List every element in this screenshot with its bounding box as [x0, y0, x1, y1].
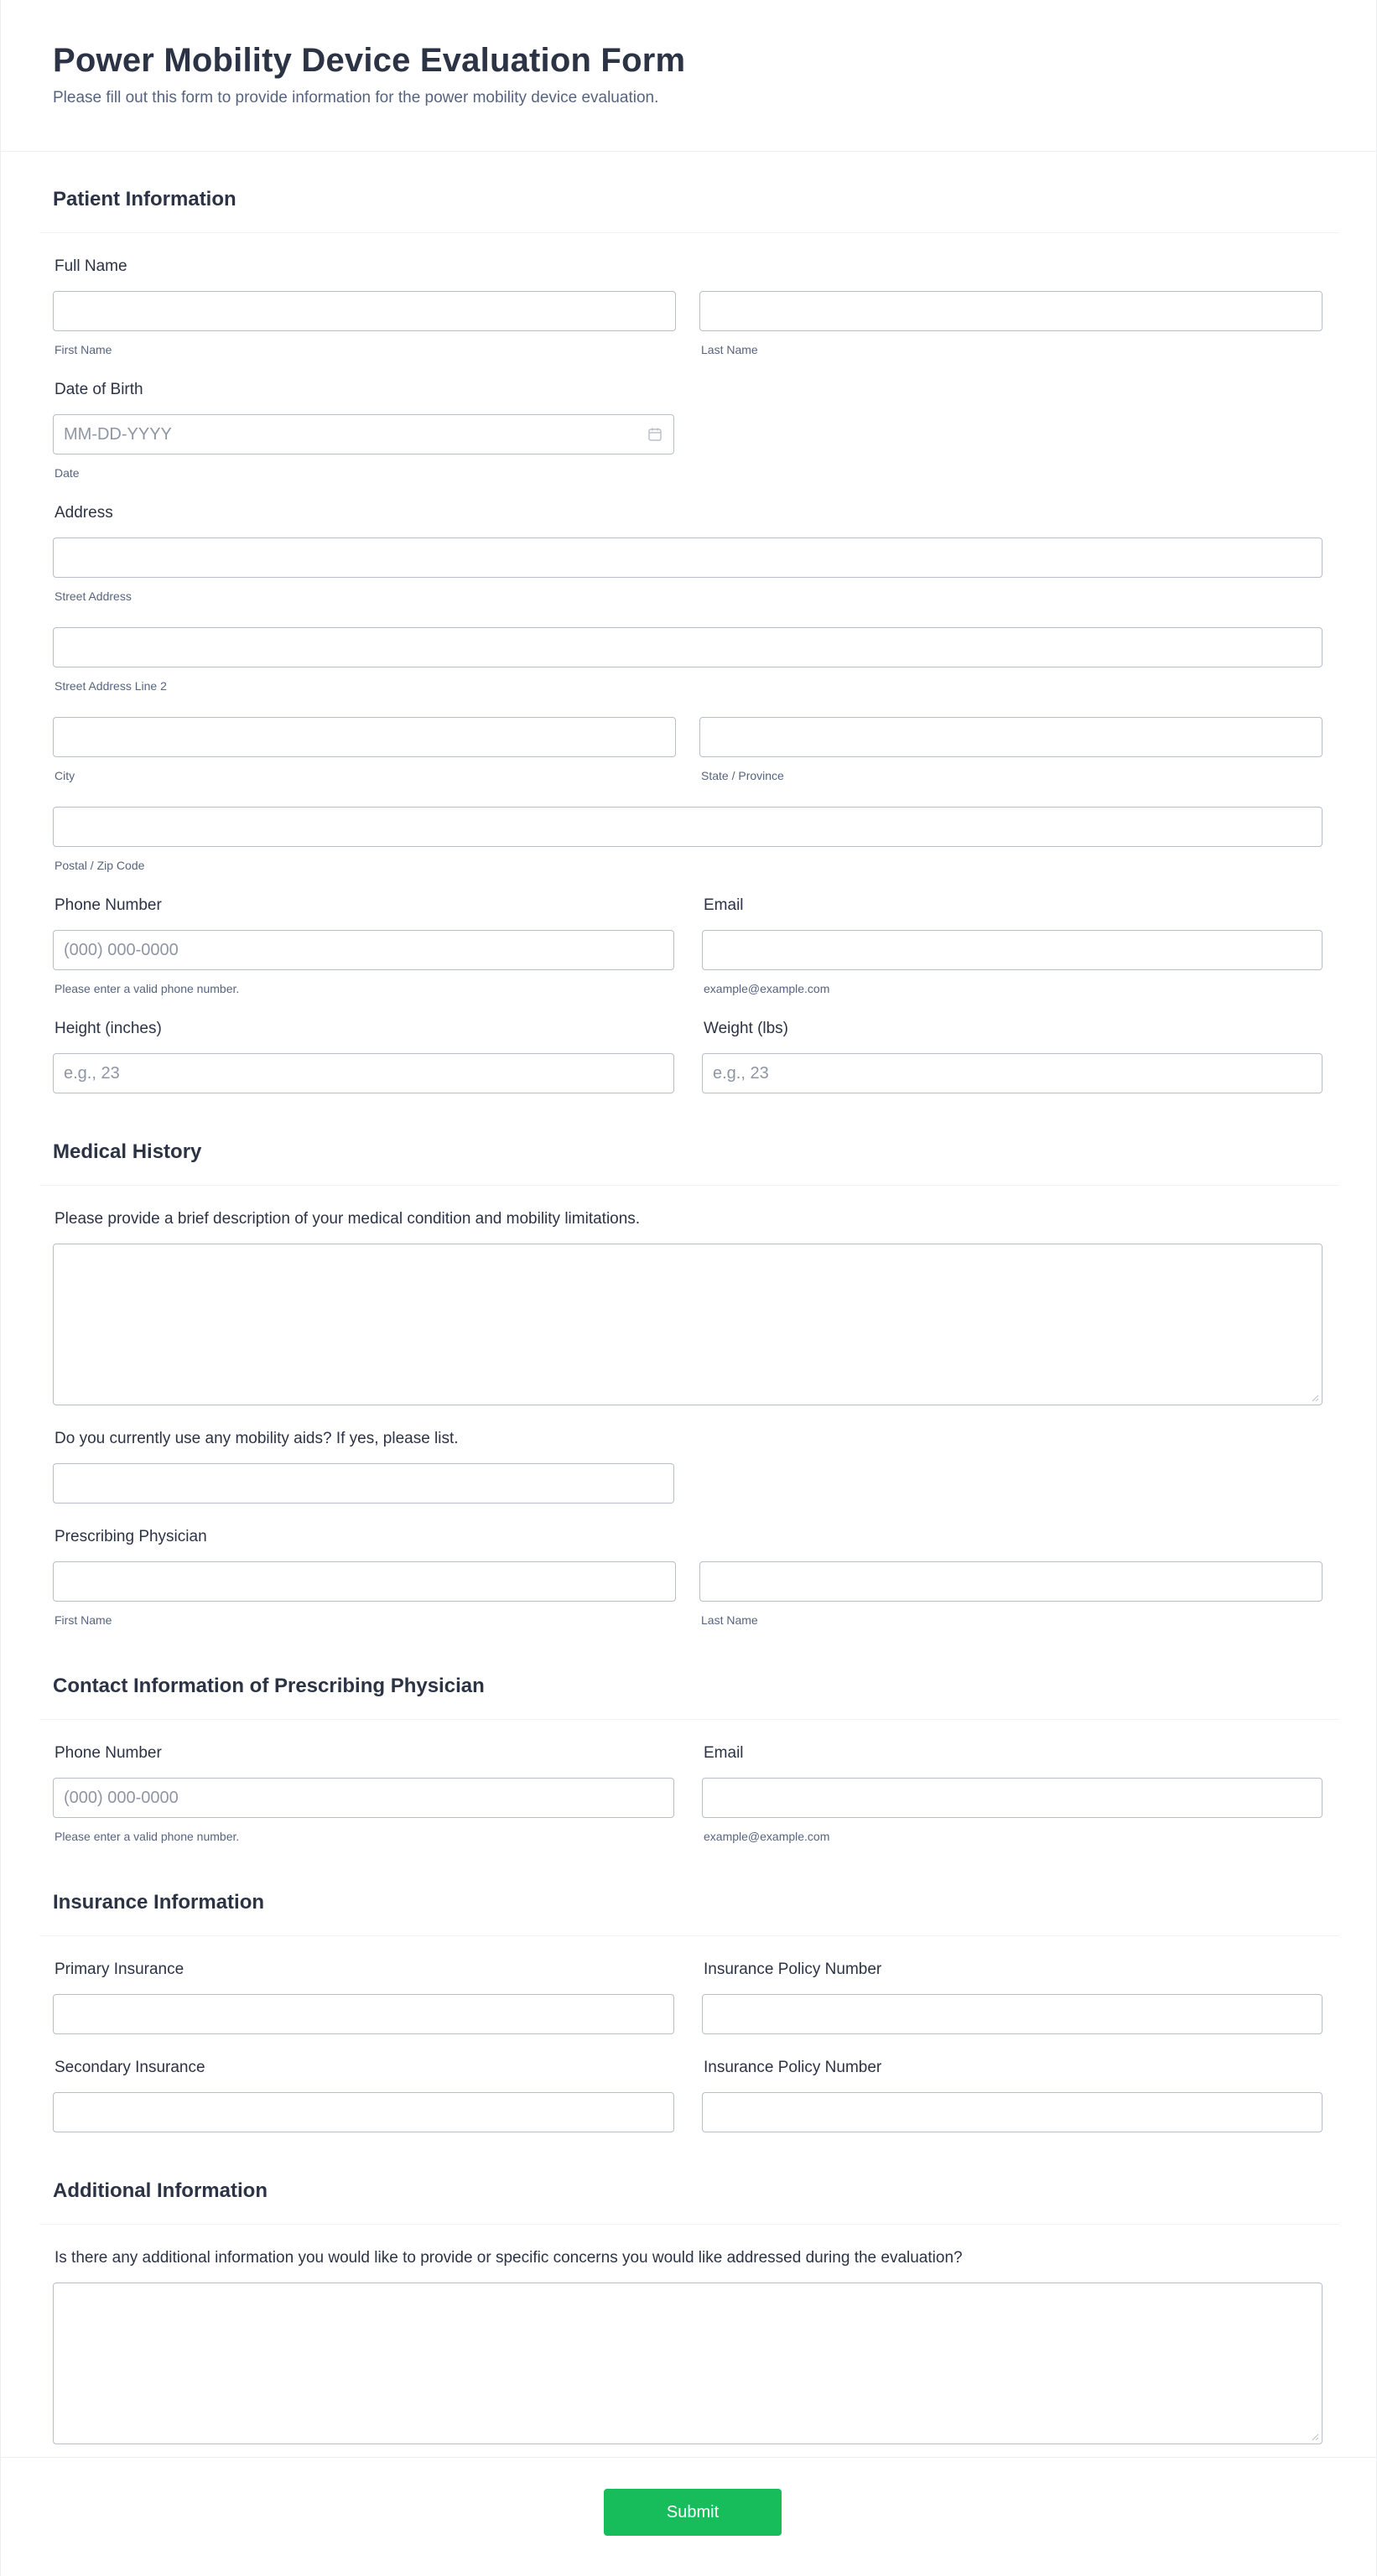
state-province-input[interactable] — [699, 717, 1322, 757]
street-address-input[interactable] — [53, 538, 1322, 578]
additional-concerns-textarea[interactable] — [53, 2283, 1322, 2444]
calendar-icon[interactable] — [647, 427, 663, 442]
secondary-insurance-label: Secondary Insurance — [55, 2059, 205, 2076]
form-subtitle: Please fill out this form to provide information for the power mobility device evaluation. — [53, 89, 659, 106]
phone-number-input[interactable] — [53, 930, 674, 970]
primary-policy-number-input[interactable] — [702, 1994, 1322, 2034]
section-title-additional-information: Additional Information — [53, 2179, 268, 2202]
primary-insurance-label: Primary Insurance — [55, 1961, 184, 1978]
address-label: Address — [55, 504, 113, 522]
email-sublabel: example@example.com — [704, 982, 830, 995]
secondary-policy-number-input[interactable] — [702, 2092, 1322, 2132]
physician-email-sublabel: example@example.com — [704, 1830, 830, 1843]
height-input[interactable] — [53, 1053, 674, 1093]
physician-phone-input[interactable] — [53, 1778, 674, 1818]
mobility-aids-label: Do you currently use any mobility aids? If yes, please list. — [55, 1430, 459, 1447]
physician-phone-sublabel: Please enter a valid phone number. — [55, 1830, 240, 1843]
section-divider — [39, 1935, 1339, 1936]
section-title-patient-information: Patient Information — [53, 188, 236, 210]
section-title-medical-history: Medical History — [53, 1140, 202, 1163]
phone-number-label: Phone Number — [55, 896, 162, 914]
height-label: Height (inches) — [55, 1020, 162, 1037]
medical-description-label: Please provide a brief description of your medical condition and mobility limitations. — [55, 1210, 641, 1228]
street-address-line2-input[interactable] — [53, 627, 1322, 667]
state-province-sublabel: State / Province — [701, 769, 784, 782]
section-title-physician-contact: Contact Information of Prescribing Physician — [53, 1675, 485, 1697]
primary-policy-number-label: Insurance Policy Number — [704, 1961, 882, 1978]
section-divider — [39, 1185, 1339, 1186]
submit-button[interactable]: Submit — [604, 2489, 782, 2536]
physician-phone-label: Phone Number — [55, 1744, 162, 1762]
physician-last-name-input[interactable] — [699, 1561, 1322, 1602]
postal-zip-code-input[interactable] — [53, 807, 1322, 847]
section-divider — [39, 232, 1339, 233]
section-divider — [39, 1719, 1339, 1720]
first-name-sublabel: First Name — [55, 343, 112, 356]
email-input[interactable] — [702, 930, 1322, 970]
resize-grip-icon[interactable] — [1311, 2433, 1319, 2441]
city-input[interactable] — [53, 717, 676, 757]
form-title: Power Mobility Device Evaluation Form — [53, 42, 686, 79]
city-sublabel: City — [55, 769, 75, 782]
physician-email-label: Email — [704, 1744, 744, 1762]
section-title-insurance-information: Insurance Information — [53, 1891, 265, 1914]
full-name-label: Full Name — [55, 257, 127, 275]
mobility-aids-input[interactable] — [53, 1463, 674, 1504]
physician-first-name-input[interactable] — [53, 1561, 676, 1602]
prescribing-physician-label: Prescribing Physician — [55, 1528, 207, 1545]
section-divider — [39, 2224, 1339, 2225]
secondary-policy-number-label: Insurance Policy Number — [704, 2059, 882, 2076]
first-name-input[interactable] — [53, 291, 676, 331]
postal-zip-code-sublabel: Postal / Zip Code — [55, 859, 145, 872]
resize-grip-icon[interactable] — [1311, 1394, 1319, 1402]
primary-insurance-input[interactable] — [53, 1994, 674, 2034]
additional-concerns-label: Is there any additional information you would like to provide or specific concerns you would like addressed during the evaluation? — [55, 2249, 963, 2267]
header-divider — [1, 151, 1377, 152]
physician-first-name-sublabel: First Name — [55, 1613, 112, 1627]
last-name-input[interactable] — [699, 291, 1322, 331]
physician-last-name-sublabel: Last Name — [701, 1613, 758, 1627]
footer-divider — [1, 2457, 1377, 2458]
street-address-line2-sublabel: Street Address Line 2 — [55, 679, 167, 693]
secondary-insurance-input[interactable] — [53, 2092, 674, 2132]
last-name-sublabel: Last Name — [701, 343, 758, 356]
weight-label: Weight (lbs) — [704, 1020, 789, 1037]
physician-email-input[interactable] — [702, 1778, 1322, 1818]
weight-input[interactable] — [702, 1053, 1322, 1093]
phone-number-sublabel: Please enter a valid phone number. — [55, 982, 240, 995]
street-address-sublabel: Street Address — [55, 589, 132, 603]
medical-description-textarea[interactable] — [53, 1244, 1322, 1405]
email-label: Email — [704, 896, 744, 914]
date-sublabel: Date — [55, 466, 80, 480]
date-of-birth-label: Date of Birth — [55, 381, 143, 398]
date-of-birth-input[interactable] — [53, 414, 674, 454]
